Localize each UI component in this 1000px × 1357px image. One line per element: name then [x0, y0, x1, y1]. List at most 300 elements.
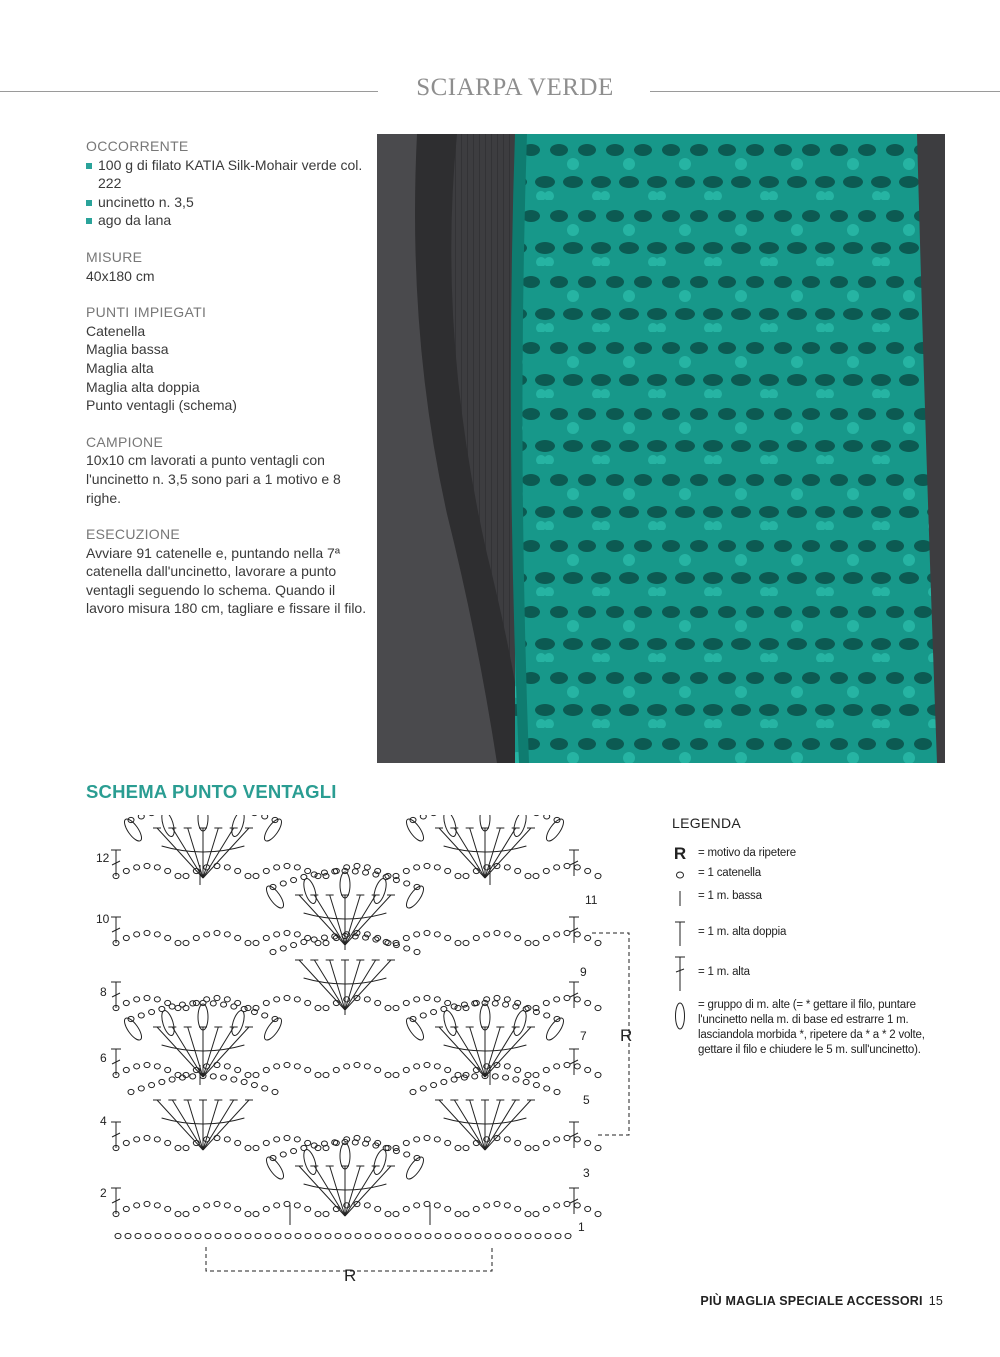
row-number-right: 3	[583, 1166, 590, 1180]
fan-stitch	[203, 1027, 249, 1077]
chain-stitch	[295, 1233, 301, 1238]
chain-stitch	[515, 935, 521, 940]
chain-stitch	[543, 868, 549, 873]
scarf-photo	[377, 134, 945, 763]
chain-stitch	[224, 932, 230, 937]
chain-stitch	[525, 940, 531, 945]
chain-stitch	[445, 935, 451, 940]
chain-stitch	[435, 1233, 441, 1238]
chain-stitch	[253, 940, 259, 945]
chain-stitch	[123, 1067, 129, 1072]
chain-stitch	[393, 1211, 399, 1216]
chain-stitch	[441, 1079, 447, 1084]
chain-stitch	[492, 1001, 498, 1006]
chain-stitch	[513, 1077, 519, 1082]
campione-heading: CAMPIONE	[86, 433, 164, 450]
chain-stitch	[441, 1006, 447, 1011]
chain-stitch	[375, 1067, 381, 1072]
chain-stitch	[204, 1203, 210, 1208]
chain-stitch	[169, 1077, 175, 1082]
chain-stitch	[424, 1062, 430, 1067]
chain-stitch	[354, 863, 360, 868]
chain-stitch	[165, 868, 171, 873]
chain-stitch	[375, 1233, 381, 1238]
chain-stitch	[245, 1072, 251, 1077]
chain-stitch	[280, 881, 286, 886]
punti-line: Maglia bassa	[86, 341, 169, 358]
chain-stitch	[403, 868, 409, 873]
chain-stitch	[574, 1203, 580, 1208]
chain-stitch	[564, 1135, 570, 1140]
chain-stitch	[485, 1233, 491, 1238]
row-number-left: 10	[96, 912, 110, 926]
chain-stitch	[504, 865, 510, 870]
schema-title: SCHEMA PUNTO VENTAGLI	[86, 781, 337, 802]
chain-stitch	[585, 1206, 591, 1211]
chain-stitch	[274, 932, 280, 937]
fan-stitch	[485, 1027, 500, 1077]
chain-stitch	[564, 995, 570, 1000]
chain-stitch	[533, 940, 539, 945]
fan-stitch	[345, 960, 391, 1010]
fan-stitch	[485, 1100, 500, 1150]
chain-stitch	[434, 997, 440, 1002]
repeat-label-bottom: R	[344, 1266, 357, 1285]
chain-stitch	[193, 1000, 199, 1005]
puff-stitch	[198, 1004, 208, 1030]
chain-stitch	[515, 1206, 521, 1211]
chain-stitch	[315, 1072, 321, 1077]
chain-stitch	[235, 1067, 241, 1072]
chain-stitch	[484, 1203, 490, 1208]
chain-stitch	[175, 873, 181, 878]
puff-stitch	[263, 1154, 286, 1181]
chain-stitch	[533, 1072, 539, 1077]
chain-stitch	[253, 1145, 259, 1150]
chain-stitch	[144, 1135, 150, 1140]
puff-stitch-icon	[672, 1000, 688, 1032]
chain-stitch	[543, 1067, 549, 1072]
chain-stitch	[149, 1082, 155, 1087]
chain-stitch	[455, 940, 461, 945]
chain-stitch	[595, 940, 601, 945]
occorrente-item: uncinetto n. 3,5	[86, 193, 371, 212]
row-number-right: 5	[583, 1093, 590, 1107]
puff-stitch	[229, 815, 246, 838]
campione-text: 10x10 cm lavorati a punto ventagli con l'uncinetto n. 3,5 sono pari a 1 motivo e 8 righe.	[86, 452, 341, 506]
puff-stitch	[511, 815, 528, 838]
chain-stitch	[235, 1233, 241, 1238]
chain-stitch	[315, 940, 321, 945]
chain-stitch	[145, 1233, 151, 1238]
chain-stitch	[280, 1152, 286, 1157]
chain-stitch	[445, 1067, 451, 1072]
chain-stitch	[525, 873, 531, 878]
chain-stitch	[363, 935, 369, 940]
punti-heading: PUNTI IMPIEGATI	[86, 304, 207, 321]
chain-stitch	[445, 1140, 451, 1145]
chain-stitch	[253, 1211, 259, 1216]
chain-stitch	[385, 1072, 391, 1077]
chain-stitch	[410, 1089, 416, 1094]
puff-stitch	[340, 1143, 350, 1169]
chain-stitch	[274, 1137, 280, 1142]
puff-stitch	[159, 815, 176, 838]
fan-stitch	[203, 828, 234, 878]
chain-stitch	[253, 1072, 259, 1077]
chain-stitch	[149, 1009, 155, 1014]
chain-stitch	[533, 815, 539, 816]
chain-stitch	[224, 1203, 230, 1208]
chain-stitch	[404, 946, 410, 951]
chain-stitch	[434, 932, 440, 937]
fan-stitch	[454, 828, 485, 878]
legend-text: = 1 catenella	[698, 867, 761, 879]
chain-stitch	[595, 1072, 601, 1077]
chain-stitch	[554, 1064, 560, 1069]
chain-stitch	[134, 1203, 140, 1208]
chain-stitch	[134, 932, 140, 937]
row-number-left: 4	[100, 1114, 107, 1128]
chain-stitch	[274, 865, 280, 870]
chain-stitch	[294, 865, 300, 870]
fan-stitch	[485, 1100, 516, 1150]
chain-stitch	[224, 1064, 230, 1069]
chain-stitch	[354, 1062, 360, 1067]
chain-stitch	[420, 1013, 426, 1018]
fan-stitch	[470, 828, 485, 878]
chain-stitch	[463, 873, 469, 878]
chain-stitch	[533, 1211, 539, 1216]
chain-stitch	[274, 1064, 280, 1069]
chain-stitch	[335, 1233, 341, 1238]
chain-stitch	[224, 865, 230, 870]
chain-stitch	[445, 1000, 451, 1005]
legend-text: = 1 m. alta doppia	[698, 926, 787, 938]
fan-stitch	[345, 895, 391, 945]
puff-stitch	[403, 1154, 426, 1181]
chain-stitch	[385, 1211, 391, 1216]
chain-stitch	[504, 1064, 510, 1069]
chain-stitch	[364, 865, 370, 870]
chain-stitch	[325, 1233, 331, 1238]
chain-stitch	[245, 1211, 251, 1216]
chain-stitch	[165, 1233, 171, 1238]
chain-stitch	[403, 935, 409, 940]
misure-text: 40x180 cm	[86, 267, 155, 284]
chain-stitch	[245, 1005, 251, 1010]
chain-stitch	[535, 1233, 541, 1238]
chain-stitch	[564, 863, 570, 868]
chain-stitch	[564, 1201, 570, 1206]
chain-stitch	[294, 932, 300, 937]
chain-stitch	[574, 1137, 580, 1142]
puff-stitch	[403, 883, 426, 910]
chain-stitch	[585, 935, 591, 940]
chain-stitch	[434, 865, 440, 870]
chain-stitch	[543, 935, 549, 940]
fan-stitch	[345, 960, 360, 1010]
chain-stitch	[525, 1233, 531, 1238]
chain-stitch	[274, 997, 280, 1002]
chain-stitch	[221, 1075, 227, 1080]
chain-stitch	[193, 935, 199, 940]
fan-stitch	[439, 1100, 485, 1150]
chain-stitch	[315, 1233, 321, 1238]
fan-stitch	[345, 895, 376, 945]
fan-stitch	[345, 1166, 360, 1216]
chain-stitch	[463, 1211, 469, 1216]
chain-stitch	[323, 1211, 329, 1216]
chain-stitch	[210, 1001, 216, 1006]
chain-stitch	[434, 1203, 440, 1208]
fan-stitch	[314, 895, 345, 945]
chain-stitch	[344, 1064, 350, 1069]
fan-stitch	[203, 828, 218, 878]
chain-stitch	[403, 1140, 409, 1145]
chain-stitch	[543, 1000, 549, 1005]
row-number-left: 8	[100, 985, 107, 999]
chain-stitch	[265, 1233, 271, 1238]
chain-stitch	[455, 1145, 461, 1150]
chain-stitch	[463, 940, 469, 945]
chain-stitch	[363, 870, 369, 875]
chain-stitch	[585, 868, 591, 873]
chain-stitch	[533, 873, 539, 878]
chain-stitch	[495, 1233, 501, 1238]
chain-stitch	[301, 874, 307, 879]
chain-stitch	[455, 1211, 461, 1216]
chain-icon	[672, 868, 688, 882]
chain-stitch	[305, 1140, 311, 1145]
chain-stitch	[364, 1064, 370, 1069]
chain-stitch	[154, 865, 160, 870]
chain-stitch	[255, 1233, 261, 1238]
chain-stitch	[345, 1233, 351, 1238]
chain-stitch	[214, 863, 220, 868]
chain-stitch	[465, 1233, 471, 1238]
fan-stitch	[299, 895, 345, 945]
row-number-left: 6	[100, 1051, 107, 1065]
chain-stitch	[305, 1206, 311, 1211]
chain-stitch	[275, 1233, 281, 1238]
fan-stitch	[454, 1027, 485, 1077]
chain-stitch	[210, 1074, 216, 1079]
chain-stitch	[284, 995, 290, 1000]
chain-stitch	[543, 1140, 549, 1145]
chain-stitch	[134, 865, 140, 870]
chain-stitch	[554, 997, 560, 1002]
chain-stitch	[154, 1064, 160, 1069]
repeat-label-side: R	[620, 1026, 633, 1045]
chain-stitch	[159, 1006, 165, 1011]
fan-stitch	[157, 1100, 203, 1150]
chain-stitch	[175, 1211, 181, 1216]
chain-stitch	[473, 935, 479, 940]
chain-stitch	[154, 1203, 160, 1208]
chain-stitch	[554, 932, 560, 937]
chain-stitch	[504, 1137, 510, 1142]
chain-stitch	[445, 868, 451, 873]
esecuzione-heading: ESECUZIONE	[86, 526, 181, 543]
chain-stitch	[404, 1152, 410, 1157]
chain-stitch	[333, 1067, 339, 1072]
chain-stitch	[262, 1086, 268, 1091]
chain-stitch	[183, 1005, 189, 1010]
chain-stitch	[504, 1203, 510, 1208]
chain-stitch	[431, 1082, 437, 1087]
fan-stitch	[454, 1100, 485, 1150]
chain-stitch	[461, 1002, 467, 1007]
chain-stitch	[175, 1233, 181, 1238]
page-title: SCIARPA VERDE	[416, 74, 614, 101]
chain-stitch	[395, 1233, 401, 1238]
chain-stitch	[494, 995, 500, 1000]
chain-stitch	[235, 1000, 241, 1005]
chain-stitch	[185, 1233, 191, 1238]
chain-stitch	[385, 1233, 391, 1238]
legend-text: = 1 m. bassa	[698, 890, 762, 902]
chain-stitch	[543, 1206, 549, 1211]
puff-stitch	[121, 816, 144, 843]
fan-stitch	[345, 1166, 391, 1216]
chain-stitch	[123, 1000, 129, 1005]
chain-stitch	[533, 1082, 539, 1087]
chain-stitch	[463, 1145, 469, 1150]
chain-stitch	[315, 873, 321, 878]
chain-stitch	[190, 1074, 196, 1079]
chain-stitch	[595, 1211, 601, 1216]
chain-stitch	[385, 1005, 391, 1010]
fan-stitch	[330, 1166, 345, 1216]
chain-stitch	[455, 1233, 461, 1238]
chain-stitch	[574, 997, 580, 1002]
chain-stitch	[241, 1079, 247, 1084]
chain-stitch	[403, 1206, 409, 1211]
chain-stitch	[193, 1206, 199, 1211]
legend-title: LEGENDA	[672, 815, 742, 831]
double-treble-icon	[672, 921, 688, 947]
puff-stitch	[543, 816, 566, 843]
chain-stitch	[574, 1064, 580, 1069]
chain-stitch	[385, 940, 391, 945]
fan-stitch	[188, 828, 203, 878]
chain-stitch	[554, 865, 560, 870]
chain-stitch	[595, 1145, 601, 1150]
chain-stitch	[263, 1000, 269, 1005]
chain-stitch	[375, 1000, 381, 1005]
chain-stitch	[375, 935, 381, 940]
chain-stitch	[284, 863, 290, 868]
chain-stitch	[545, 1233, 551, 1238]
chain-stitch	[455, 1005, 461, 1010]
chain-stitch	[245, 1145, 251, 1150]
chain-stitch	[544, 1013, 550, 1018]
footer-label: PIÙ MAGLIA SPECIALE ACCESSORI	[700, 1294, 923, 1308]
chain-stitch	[175, 940, 181, 945]
chain-stitch	[595, 873, 601, 878]
chain-stitch	[311, 872, 317, 877]
chain-stitch	[235, 1140, 241, 1145]
fan-stitch	[203, 1100, 234, 1150]
chain-stitch	[544, 815, 550, 819]
punti-line: Punto ventagli (schema)	[86, 397, 237, 414]
chain-stitch	[424, 930, 430, 935]
fan-stitch	[299, 1166, 345, 1216]
chain-stitch	[515, 868, 521, 873]
chain-stitch	[385, 873, 391, 878]
chain-stitch	[214, 1135, 220, 1140]
puff-stitch	[403, 1015, 426, 1042]
row-number-right: 7	[580, 1029, 587, 1043]
chain-stitch	[414, 949, 420, 954]
chain-stitch	[414, 932, 420, 937]
chain-stitch	[574, 865, 580, 870]
chain-stitch	[525, 1145, 531, 1150]
chain-stitch	[393, 1005, 399, 1010]
chain-stitch	[463, 1005, 469, 1010]
puff-stitch	[441, 815, 458, 838]
chain-stitch	[251, 815, 257, 816]
chain-stitch	[555, 1233, 561, 1238]
chain-stitch	[134, 1137, 140, 1142]
chain-stitch	[245, 940, 251, 945]
chain-stitch	[183, 1211, 189, 1216]
chain-stitch	[424, 863, 430, 868]
chain-stitch	[301, 1145, 307, 1150]
chain-stitch	[214, 1062, 220, 1067]
chain-stitch	[138, 1086, 144, 1091]
chain-stitch	[393, 1072, 399, 1077]
chain-stitch	[224, 1137, 230, 1142]
chain-stitch	[504, 932, 510, 937]
page-number: 15	[928, 1294, 943, 1308]
chain-stitch	[183, 940, 189, 945]
chain-stitch	[503, 1002, 509, 1007]
legend	[672, 815, 962, 1056]
chain-stitch	[144, 995, 150, 1000]
chain-stitch	[149, 815, 155, 816]
chain-stitch	[175, 1005, 181, 1010]
chain-stitch	[263, 1140, 269, 1145]
chain-stitch	[455, 1072, 461, 1077]
fan-stitch	[470, 1100, 485, 1150]
chain-stitch	[414, 865, 420, 870]
chain-stitch	[263, 935, 269, 940]
chain-stitch	[434, 1064, 440, 1069]
fan-stitch	[203, 1100, 218, 1150]
fan-stitch	[439, 1027, 485, 1077]
chain-stitch	[165, 1206, 171, 1211]
chain-stitch	[294, 1137, 300, 1142]
chain-stitch	[284, 1135, 290, 1140]
puff-stitch	[340, 872, 350, 898]
chain-stitch	[274, 1203, 280, 1208]
chain-stitch	[123, 935, 129, 940]
puff-stitch	[403, 816, 426, 843]
fan-stitch	[439, 828, 485, 878]
chain-stitch	[515, 1233, 521, 1238]
chain-stitch	[364, 997, 370, 1002]
chain-stitch	[525, 1005, 531, 1010]
chain-stitch	[494, 930, 500, 935]
chain-stitch	[554, 1089, 560, 1094]
punti-line: Catenella	[86, 322, 146, 339]
chain-stitch	[323, 940, 329, 945]
fan-stitch	[485, 1100, 531, 1150]
punti-line: Maglia alta	[86, 359, 154, 376]
chain-stitch	[123, 868, 129, 873]
